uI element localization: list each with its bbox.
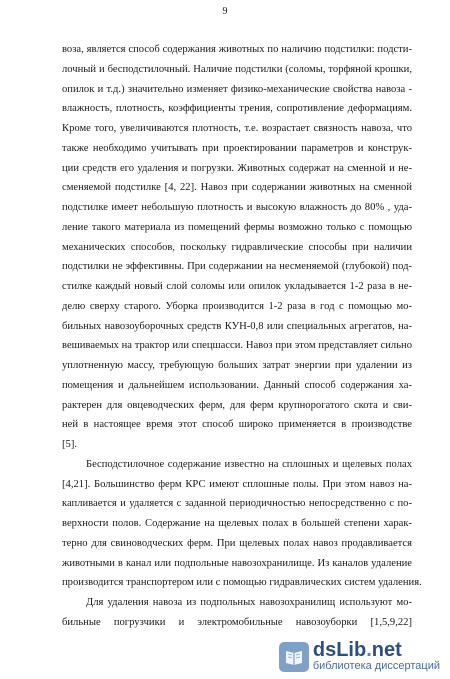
text-line: [4,21]. Большинство ферм КРС имеют сплошные полы. При этом навоз на- [62,478,412,490]
text-line: [5]. [62,439,78,450]
text-line: влажность, плотность, коэффициенты трения, сопротивление деформациям. [62,103,412,115]
paragraph-2 [62,455,422,633]
text-line: опилок и т.д.) значительно изменяет физико-механические свойства навоза - [62,83,412,95]
text-line: Для удаления навоза из подпольных навозохранилищ используют мо- [86,597,412,608]
text-line: Бесподстилочное содержание известно на сплошных и щелевых полах [86,458,412,470]
text-line: ней в настоящее время этот способ широко применяется в производстве [62,419,412,431]
text-line: животными в канал или подпольные навозохранилище. Из каналов удаление [62,557,412,569]
text-line: производится транспортером или с помощью гидравлических систем удаления. [62,577,422,589]
text-line: сменяемой подстилке [4, 22]. Навоз при содержании животных на сменной [62,182,412,194]
paragraph-1 [62,40,412,455]
text-line: бильных навозоуборочных средств КУН-0,8 или специальных агрегатов, на- [62,320,412,332]
text-line: механических способов, поскольку гидравлические способы при наличии [62,241,412,253]
watermark-text [313,640,440,673]
book-icon [279,642,309,672]
watermark-tagline: библиотека диссертаций [312,660,440,672]
text-line: ление такого материала из помещений фермы возможно только с помощью [62,221,412,233]
text-line: воза, является способ содержания животных по наличию подстилки: подсти- [62,44,412,55]
document-body [62,40,422,633]
text-line: терно для свиноводческих ферм. При щелевых полах навоз продавливается [62,537,412,549]
text-line: подстилки не эффективны. При содержании на несменяемой (глубокой) под- [62,261,412,273]
text-line: помещения и дальнейшем использовании. Данный способ содержания ха- [62,379,412,391]
text-line: делю сверху старого. Уборка производится 1-2 раза в год с помощью мо- [62,300,412,312]
text-line: стилке каждый новый слой соломы или опилок укладывается 1-2 раза в не- [62,281,412,292]
text-line: бильные погрузчики и электромобильные навозоуборки [1,5,9,22] [62,616,412,628]
watermark-site-name: dsLib.net [312,639,402,661]
text-line: подстилке имеет небольшую плотность и высокую влажность до 80% , уда- [62,202,412,213]
page-number: 9 [222,6,228,17]
text-line: вешиваемых на трактор или спецшасси. Навоз при этом представляет сильно [62,340,412,352]
text-line: также необходимо учитывать при проектировании параметров и конструк- [62,142,412,154]
text-line: капливается и удаляется с заданной периодичностью непосредственно с по- [62,498,412,510]
text-line: уплотненную массу, требующую больших затрат энергии при удалении из [62,360,412,371]
text-line: ции средств его удаления и погрузки. Животных содержат на сменной и не- [62,162,412,174]
text-line: верхности полов. Содержание на щелевых полах в большей степени харак- [62,518,412,529]
text-line: рактерен для овцеводческих ферм, для ферм крупнорогатого скота и сви- [62,399,412,411]
watermark[interactable] [279,640,440,673]
text-line: Кроме того, увеличиваются плотность, т.е. возрастает связность навоза, что [62,123,412,134]
text-line: лочный и бесподстилочный. Наличие подстилки (соломы, торфяной крошки, [62,63,412,75]
